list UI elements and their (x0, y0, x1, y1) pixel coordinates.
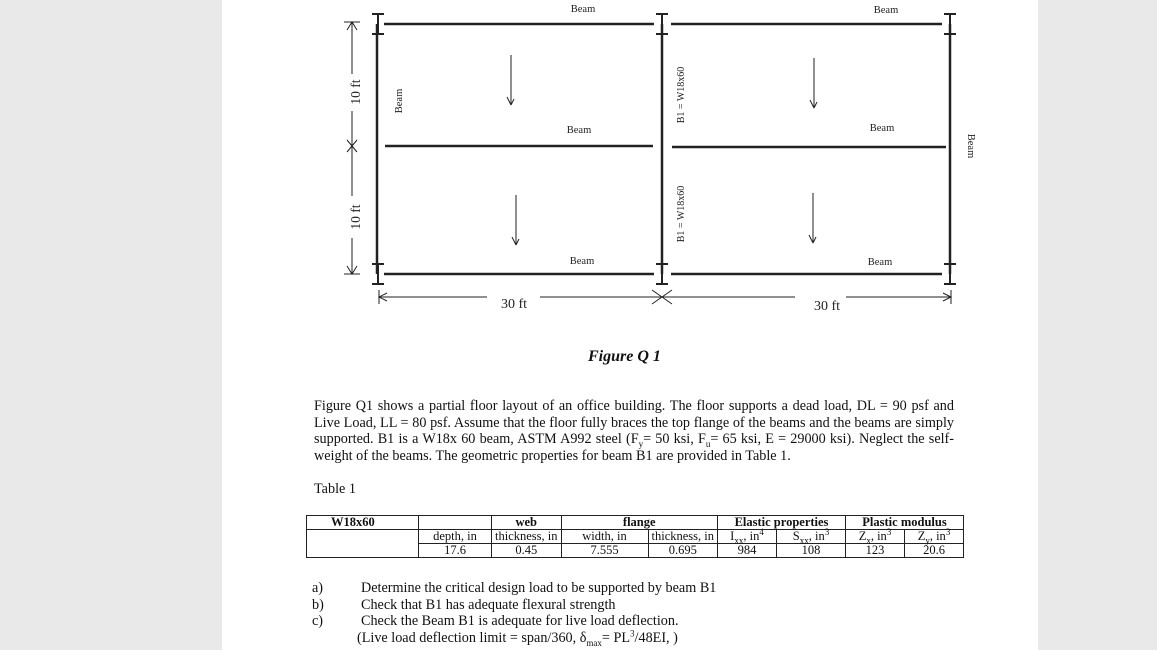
girder-label: B1 = W18x60 (676, 185, 687, 243)
sxx-header: $S_{xx}$, $in^3$ (777, 530, 846, 544)
flange-thickness-header: thickness, in (648, 530, 718, 544)
table-title: Table 1 (314, 481, 356, 497)
span-dimension-label: 30 ft (813, 299, 841, 314)
statement-line: and Live Load, LL = 80 psf. Assume that the floor fully braces the top flange of the beams and the beams (314, 398, 954, 431)
section-name: W18x60 (307, 516, 419, 530)
ixx-value: 984 (718, 544, 777, 558)
question-item (312, 613, 716, 630)
question-item (312, 580, 716, 597)
beam-label: Beam (570, 4, 596, 15)
flange-header: flange (561, 516, 718, 530)
beam-label: Beam (394, 88, 405, 114)
question-item (312, 597, 716, 614)
ixx-header: $I_{xx}$, $in^4$ (718, 530, 777, 544)
zy-value: 20.6 (905, 544, 964, 558)
elastic-header: Elastic properties (718, 516, 846, 530)
zy-header: $Z_y$, $in^3$ (905, 530, 964, 544)
sxx-value: 108 (777, 544, 846, 558)
question-letter: b) (312, 596, 324, 613)
web-thickness-header: thickness, in (492, 530, 562, 544)
depth-value: 17.6 (419, 544, 492, 558)
beam-label: Beam (873, 5, 899, 16)
problem-statement (314, 398, 954, 464)
beam-label: Beam (869, 123, 895, 134)
web-thickness-value: 0.45 (492, 544, 562, 558)
section-properties-table (306, 515, 964, 558)
statement-line: are simply supported. B1 is a W18x 60 beam, ASTM A992 steel ($F_y= 50$ ksi, $F_u= 65$ ksi, E = 29000 ksi). (314, 414, 955, 449)
question-text: Check that B1 has adequate flexural strength (361, 596, 616, 613)
horizontal-dimension (379, 290, 951, 304)
question-letter: a) (312, 580, 324, 596)
plastic-header: Plastic modulus (846, 516, 964, 530)
deflection-note: (Live load deflection limit = span/360, $\delta_{max}= PL^3/48EI$, ) (357, 627, 678, 648)
beam-label: Beam (965, 133, 976, 159)
zx-header: $Z_x$, $in^3$ (846, 530, 905, 544)
depth-header: depth, in (419, 530, 492, 544)
vertical-dimension (344, 22, 360, 274)
bay-dimension-label: 10 ft (348, 79, 363, 105)
question-list (312, 580, 716, 646)
beam-label: Beam (566, 125, 592, 136)
zx-value: 123 (846, 544, 905, 558)
web-header: web (492, 516, 562, 530)
figure-caption: Figure Q 1 (588, 348, 661, 365)
girder-label: B1 = W18x60 (676, 66, 687, 124)
column-symbols (372, 14, 956, 284)
flange-thickness-value: 0.695 (648, 544, 718, 558)
statement-line: Figure Q1 shows a partial floor layout of an office building. The floor supports a dead load, DL = 90 psf (314, 398, 929, 414)
flange-width-header: width, in (561, 530, 648, 544)
document-page (222, 0, 1038, 650)
question-letter: c) (312, 613, 324, 629)
span-dimension-label: 30 ft (500, 297, 528, 312)
beam-label: Beam (569, 256, 595, 267)
question-text: Determine the critical design load to be supported by beam B1 (361, 580, 717, 596)
question-text: Check the Beam B1 is adequate for live load deflection. (361, 613, 679, 629)
floor-layout-figure (222, 0, 1038, 330)
bay-dimension-label: 10 ft (348, 204, 363, 230)
beam-label: Beam (867, 257, 893, 268)
statement-line: Neglect the self-weight of the beams. The geometric properties for beam B1 are provided in Table 1. (314, 431, 955, 464)
flange-width-value: 7.555 (561, 544, 648, 558)
